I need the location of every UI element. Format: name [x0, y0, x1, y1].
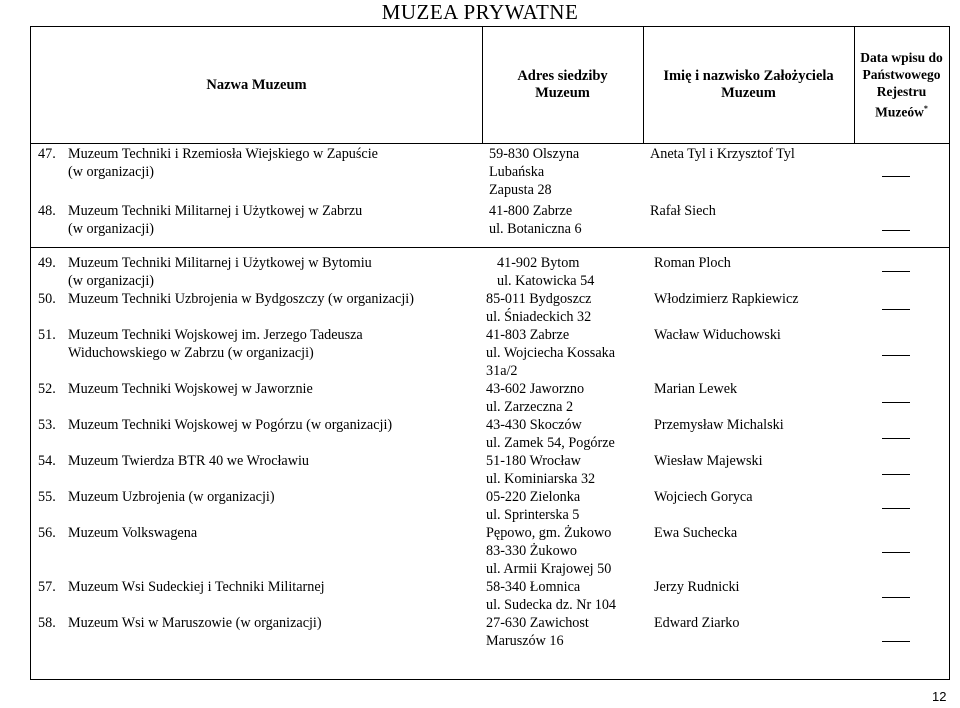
- founder-name: Rafał Siech: [650, 203, 716, 219]
- address-line: Pępowo, gm. Żukowo: [486, 525, 612, 541]
- museum-name-line: Muzeum Uzbrojenia (w organizacji): [68, 489, 275, 505]
- row-number: 57.: [38, 579, 56, 595]
- address-line: 27-630 Zawichost: [486, 615, 589, 631]
- address-line: 05-220 Zielonka: [486, 489, 581, 505]
- address-line: ul. Wojciecha Kossaka: [486, 345, 616, 361]
- founder-name: Wojciech Goryca: [654, 489, 753, 505]
- museum-name-line: Muzeum Techniki i Rzemiosła Wiejskiego w Zapuście: [68, 146, 378, 162]
- row-number: 53.: [38, 417, 56, 433]
- header-register-date: Data wpisu do Państwowego Rejestru Muzeów*: [860, 50, 943, 120]
- museum-name-line: (w organizacji): [68, 221, 155, 237]
- museum-name-line: Muzeum Techniki Militarnej i Użytkowej w Zabrzu: [68, 203, 363, 219]
- register-date-empty-dash: [882, 271, 910, 272]
- register-date-empty-dash: [882, 402, 910, 403]
- museum-name-line: Muzeum Techniki Wojskowej w Pogórzu (w organizacji): [68, 417, 393, 433]
- header-founder: Imię i nazwisko Założyciela Muzeum: [663, 68, 834, 101]
- header-address: Adres siedziby Muzeum: [517, 68, 608, 101]
- address-line: 41-803 Zabrze: [486, 327, 570, 343]
- header-name: Nazwa Muzeum: [206, 76, 307, 93]
- address-line: ul. Sprinterska 5: [486, 507, 580, 523]
- address-line: 41-902 Bytom: [497, 255, 580, 271]
- founder-name: Przemysław Michalski: [654, 417, 784, 433]
- page-title: MUZEA PRYWATNE: [381, 0, 579, 24]
- register-date-empty-dash: [882, 309, 910, 310]
- page-number: 12: [932, 689, 947, 704]
- museum-name-line: (w organizacji): [68, 164, 155, 180]
- register-date-empty-dash: [882, 438, 910, 439]
- founder-name: Wacław Widuchowski: [654, 327, 781, 343]
- register-date-empty-dash: [882, 230, 910, 231]
- group-divider: [31, 247, 949, 248]
- row-number: 49.: [38, 255, 56, 271]
- address-line: ul. Sudecka dz. Nr 104: [486, 597, 617, 613]
- row-number: 56.: [38, 525, 56, 541]
- founder-name: Aneta Tyl i Krzysztof Tyl: [650, 146, 795, 162]
- museum-name-line: Muzeum Techniki Wojskowej w Jaworznie: [68, 381, 313, 397]
- museum-name-line: Muzeum Techniki Militarnej i Użytkowej w Bytomiu: [68, 255, 372, 271]
- row-number: 47.: [38, 146, 56, 162]
- address-line: ul. Zarzeczna 2: [486, 399, 574, 415]
- row-number: 55.: [38, 489, 56, 505]
- founder-name: Roman Ploch: [654, 255, 731, 271]
- founder-name: Włodzimierz Rapkiewicz: [654, 291, 799, 307]
- register-date-empty-dash: [882, 355, 910, 356]
- address-line: 31a/2: [486, 363, 518, 379]
- address-line: ul. Kominiarska 32: [486, 471, 596, 487]
- museum-name-line: Muzeum Volkswagena: [68, 525, 198, 541]
- address-line: 85-011 Bydgoszcz: [486, 291, 592, 307]
- founder-name: Wiesław Majewski: [654, 453, 763, 469]
- museum-name-line: Muzeum Twierdza BTR 40 we Wrocławiu: [68, 453, 310, 469]
- founder-name: Marian Lewek: [654, 381, 738, 397]
- address-line: 41-800 Zabrze: [489, 203, 573, 219]
- row-number: 48.: [38, 203, 56, 219]
- address-line: 43-430 Skoczów: [486, 417, 582, 433]
- address-line: 59-830 Olszyna: [489, 146, 580, 162]
- address-line: ul. Śniadeckich 32: [486, 309, 592, 325]
- register-date-empty-dash: [882, 508, 910, 509]
- header-divider: [31, 143, 949, 144]
- museum-name-line: Muzeum Wsi Sudeckiej i Techniki Militarnej: [68, 579, 325, 595]
- address-line: 58-340 Łomnica: [486, 579, 581, 595]
- row-number: 51.: [38, 327, 56, 343]
- address-line: ul. Katowicka 54: [497, 273, 595, 289]
- address-line: ul. Botaniczna 6: [489, 221, 582, 237]
- museum-name-line: Muzeum Wsi w Maruszowie (w organizacji): [68, 615, 322, 631]
- row-number: 52.: [38, 381, 56, 397]
- founder-name: Ewa Suchecka: [654, 525, 738, 541]
- register-date-empty-dash: [882, 176, 910, 177]
- register-date-empty-dash: [882, 474, 910, 475]
- row-number: 58.: [38, 615, 56, 631]
- address-line: ul. Armii Krajowej 50: [486, 561, 612, 577]
- address-line: 83-330 Żukowo: [486, 543, 578, 559]
- row-number: 50.: [38, 291, 56, 307]
- address-line: 51-180 Wrocław: [486, 453, 581, 469]
- footnote-mark: *: [923, 104, 928, 114]
- register-date-empty-dash: [882, 552, 910, 553]
- museum-name-line: Muzeum Techniki Uzbrojenia w Bydgoszczy (w organizacji): [68, 291, 414, 307]
- address-line: Zapusta 28: [489, 182, 552, 198]
- register-date-empty-dash: [882, 597, 910, 598]
- founder-name: Edward Ziarko: [654, 615, 740, 631]
- address-line: Maruszów 16: [486, 633, 564, 649]
- address-line: Lubańska: [489, 164, 545, 180]
- museum-name-line: Widuchowskiego w Zabrzu (w organizacji): [68, 345, 314, 361]
- museum-name-line: (w organizacji): [68, 273, 155, 289]
- row-number: 54.: [38, 453, 56, 469]
- register-date-empty-dash: [882, 641, 910, 642]
- address-line: 43-602 Jaworzno: [486, 381, 585, 397]
- address-line: ul. Zamek 54, Pogórze: [486, 435, 615, 451]
- museum-name-line: Muzeum Techniki Wojskowej im. Jerzego Tadeusza: [68, 327, 363, 343]
- founder-name: Jerzy Rudnicki: [654, 579, 740, 595]
